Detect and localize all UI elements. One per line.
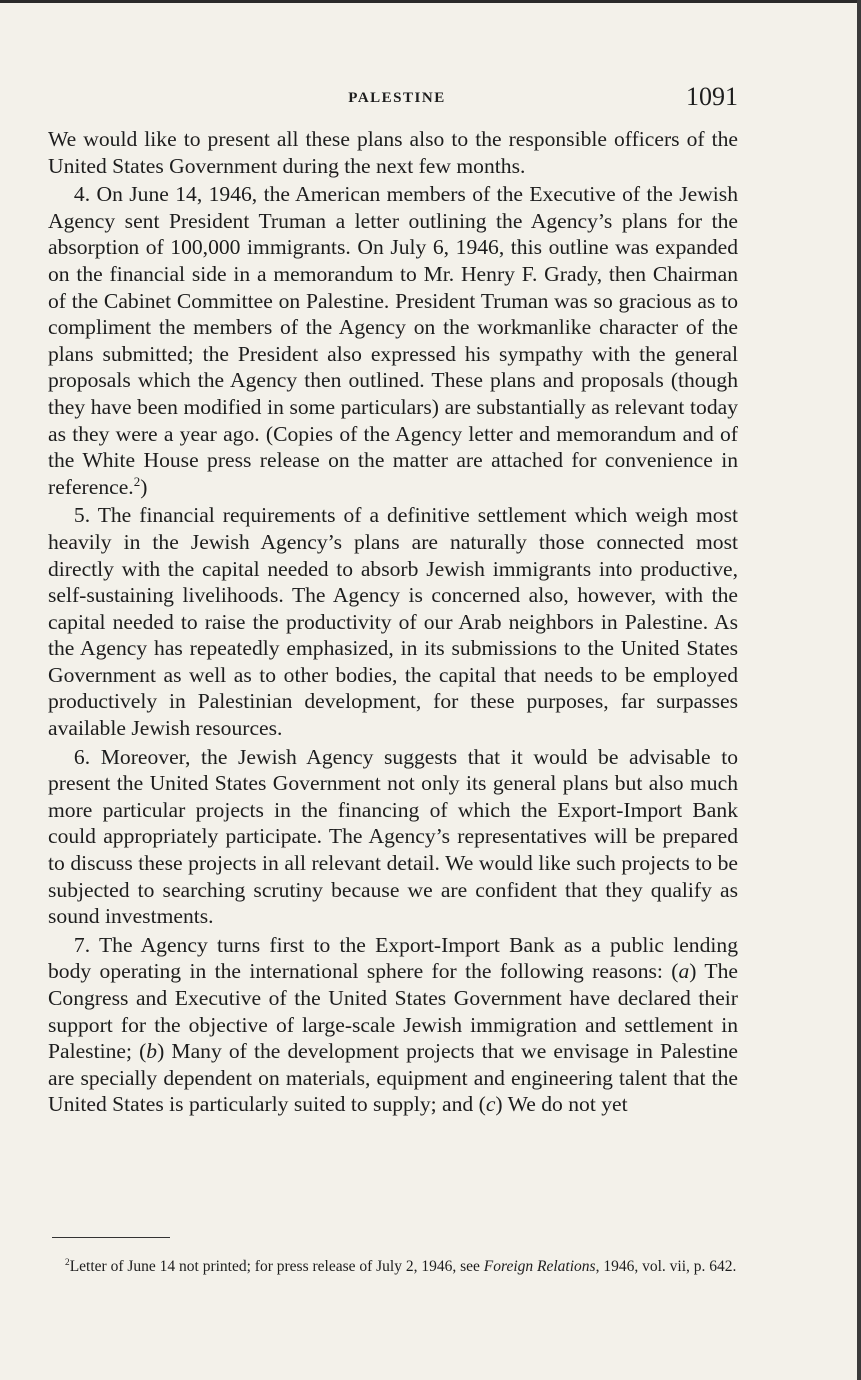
footnote-2 <box>48 1257 738 1276</box>
paragraph-7 <box>48 932 738 1118</box>
paragraph-text: ) Many of the development projects that we envisage in Palestine are specially dependent on materials, equipment and engineering talent that the United States is particularly suited to supply; and ( <box>48 1039 738 1117</box>
list-marker-b: b <box>146 1039 158 1064</box>
paragraph-4 <box>48 181 738 500</box>
paragraph-text: ) We do not yet <box>495 1092 628 1117</box>
list-marker-a: a <box>678 959 690 984</box>
paragraph-text: 4. On June 14, 1946, the American members of the Executive of the Jewish Agency sent President Truman a letter outlining the Agency’s plans for the absorption of 100,000 immigrants. On July 6, 1946, this outline was expanded on the financial side in a memorandum to Mr. Henry F. Grady, then Chairman of the Cabinet Committee on Palestine. President Truman was so gracious as to compliment the members of the Agency on the workmanlike character of the plans submitted; the President also expressed his sympathy with the general proposals which the Agency then outlined. These plans and proposals (though they have been modified in some particulars) are substantially as relevant today as they were a year ago. (Copies of the Agency letter and memorandum and of the White House press release on the matter are attached for convenience in reference. <box>48 182 738 499</box>
paragraph-6 <box>48 744 738 930</box>
footnote-citation-title: Foreign Relations <box>483 1258 596 1275</box>
footnotes <box>48 1257 738 1276</box>
paragraph-text: ) The Congress and Executive of the United States Government have declared their support for the objective of large-scale Jewish immigration and settlement in Palestine; ( <box>48 959 738 1064</box>
footnote-number: 2 <box>65 1257 70 1268</box>
paragraph-text: 7. The Agency turns first to the Export-Import Bank as a public lending body operating in the international sphere for the following reasons: ( <box>48 932 738 984</box>
paragraph-5 <box>48 502 738 741</box>
footnote-divider <box>52 1237 170 1238</box>
footnote-text: Letter of June 14 not printed; for press release of July 2, 1946, see <box>69 1258 484 1275</box>
paragraph-text: We would like to present all these plans also to the responsible officers of the United States Government during the next few months. <box>48 127 738 178</box>
page-right-edge <box>857 0 861 1380</box>
footnote-reference: 2 <box>133 473 141 489</box>
page-number: 1091 <box>686 82 738 111</box>
running-title: PALESTINE <box>348 90 446 106</box>
paragraph-text-tail: ) <box>140 474 148 499</box>
body-text <box>48 126 738 1118</box>
list-marker-c: c <box>485 1092 496 1117</box>
page-top-edge <box>0 0 861 3</box>
paragraph-text: 6. Moreover, the Jewish Agency suggests that it would be advisable to present the United States Government not only its general plans but also much more particular projects in the financing of which the Export-Import Bank could appropriately participate. The Agency’s representatives will be prepared to discuss these projects in all relevant detail. We would like such projects to be subjected to searching scrutiny because we are confident that they qualify as sound investments. <box>48 744 738 929</box>
paragraph-continuation <box>48 126 738 179</box>
footnote-text-tail: , 1946, vol. vii, p. 642. <box>595 1258 737 1275</box>
running-header <box>52 82 742 116</box>
paragraph-text: 5. The financial requirements of a definitive settlement which weigh most heavily in the Jewish Agency’s plans are naturally those connected most directly with the capital needed to absorb Jewish immigrants into productive, self-sustaining livelihoods. The Agency is concerned also, however, with the capital needed to raise the productivity of our Arab neighbors in Palestine. As the Agency has repeatedly emphasized, in its submissions to the United States Government as well as to other bodies, the capital that needs to be employed productively in Palestinian development, for these purposes, far surpasses available Jewish resources. <box>48 503 738 741</box>
